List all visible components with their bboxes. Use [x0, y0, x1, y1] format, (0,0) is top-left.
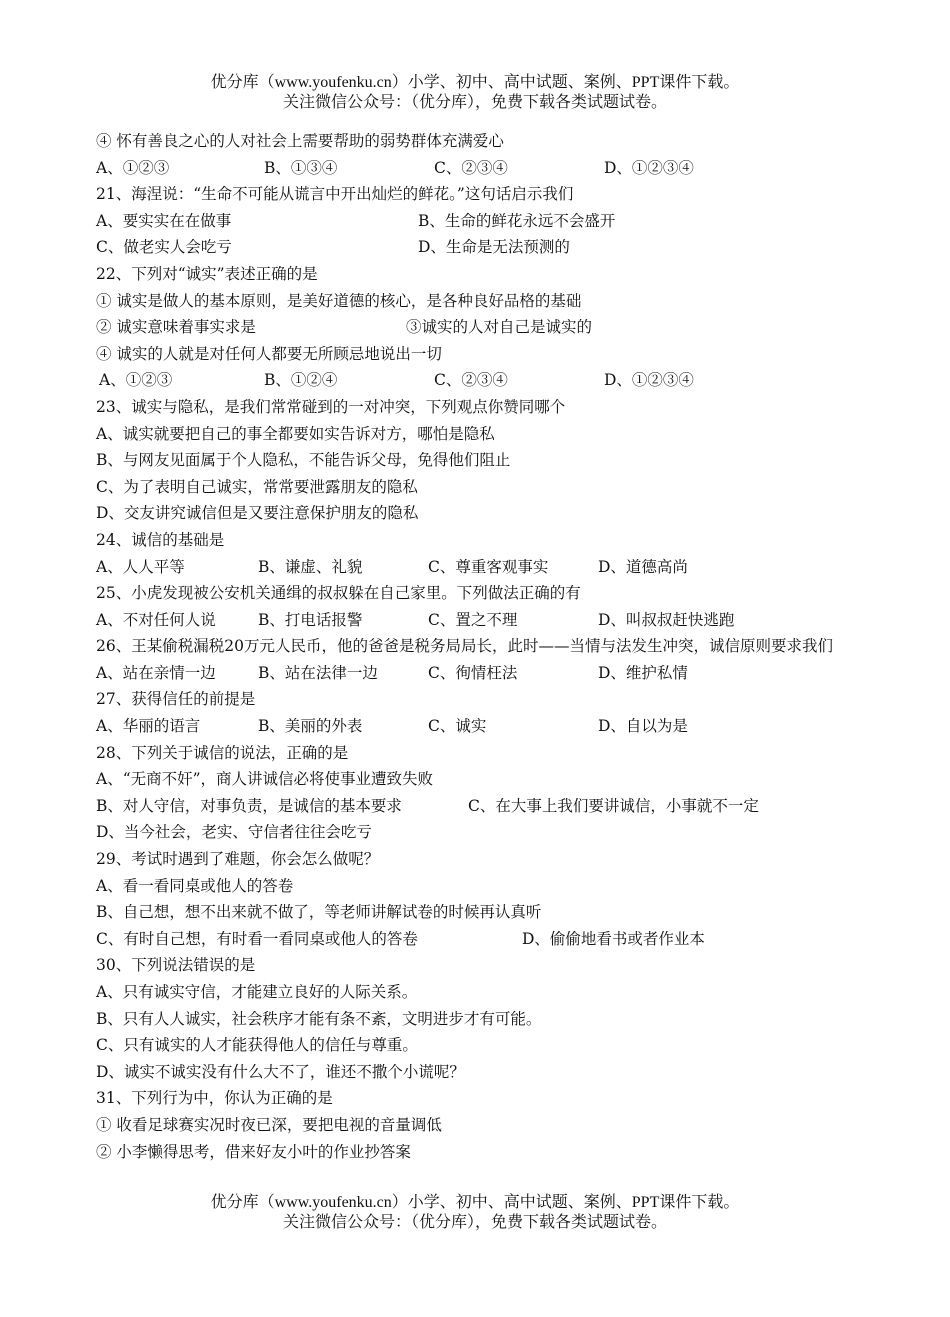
- q24-stem: 24、诚信的基础是: [96, 530, 225, 549]
- page-header: [0, 73, 950, 113]
- q24-option-c: C、尊重客观事实: [428, 557, 549, 576]
- q25-options: [96, 607, 856, 634]
- q30-stem: 30、下列说法错误的是: [96, 956, 256, 975]
- q21-options-row-1: [96, 208, 856, 235]
- page-footer: [0, 1193, 950, 1233]
- q24-option-a: A、人人平等: [96, 557, 185, 576]
- q28-option-a: A、“无商不奸”，商人讲诚信必将使事业遭致失败: [96, 770, 434, 789]
- q28-option-c: C、在大事上我们要讲诚信，小事就不一定: [468, 796, 759, 815]
- q25-option-d: D、叫叔叔赶快逃跑: [598, 610, 735, 629]
- q31-statement-1: ① 收看足球赛实况时夜已深，要把电视的音量调低: [96, 1115, 442, 1134]
- q25-stem: 25、小虎发现被公安机关通缉的叔叔躲在自己家里。下列做法正确的有: [96, 584, 581, 603]
- q26-options: [96, 660, 856, 687]
- exam-content: [96, 128, 856, 1165]
- q21-option-c: C、做老实人会吃亏: [96, 238, 232, 257]
- q27-options: [96, 713, 856, 740]
- q22-option-a: A、①②③: [99, 371, 173, 390]
- q22-statement-4: ④ 诚实的人就是对任何人都要无所顾忌地说出一切: [96, 344, 442, 363]
- q20-option-d: D、①②③④: [604, 158, 694, 177]
- q29-options-c-d: [96, 926, 856, 953]
- q29-option-d: D、偷偷地看书或者作业本: [522, 929, 705, 948]
- q21-options-row-2: [96, 234, 856, 261]
- q30-option-d: D、诚实不诚实没有什么大不了，谁还不撒个小谎呢？: [96, 1062, 465, 1081]
- header-line-2: 关注微信公众号：（优分库），免费下载各类试题试卷。: [282, 94, 667, 111]
- q26-option-b: B、站在法律一边: [258, 663, 378, 682]
- q27-stem: 27、获得信任的前提是: [96, 690, 256, 709]
- q30-option-b: B、只有人人诚实，社会秩序才能有条不紊，文明进步才有可能。: [96, 1009, 542, 1028]
- q22-option-b: B、①②④: [264, 371, 338, 390]
- footer-line-2: 关注微信公众号：（优分库），免费下载各类试题试卷。: [282, 1214, 667, 1231]
- q26-option-d: D、维护私情: [598, 663, 688, 682]
- q21-option-a: A、要实实在在做事: [96, 211, 232, 230]
- q22-statements-2-3: [96, 314, 856, 341]
- q26-option-c: C、徇情枉法: [428, 663, 518, 682]
- q24-option-b: B、谦虚、礼貌: [258, 557, 363, 576]
- q26-stem: 26、王某偷税漏税20万元人民币，他的爸爸是税务局局长，此时——当情与法发生冲突，诚信原则要求我们: [96, 637, 833, 656]
- q23-option-b: B、与网友见面属于个人隐私，不能告诉父母，免得他们阻止: [96, 451, 511, 470]
- q23-option-c: C、为了表明自己诚实，常常要泄露朋友的隐私: [96, 477, 418, 496]
- q22-statement-3: ③诚实的人对自己是诚实的: [406, 318, 593, 337]
- q29-option-b: B、自己想，想不出来就不做了，等老师讲解试卷的时候再认真听: [96, 903, 542, 922]
- q22-statement-2: ② 诚实意味着事实求是: [96, 318, 256, 337]
- q22-option-c: C、②③④: [434, 371, 508, 390]
- q20-options: [96, 155, 856, 182]
- q25-option-b: B、打电话报警: [258, 610, 363, 629]
- q20-option-a: A、①②③: [96, 158, 170, 177]
- q21-option-d: D、生命是无法预测的: [418, 238, 570, 257]
- q20-statement-4: ④ 怀有善良之心的人对社会上需要帮助的弱势群体充满爱心: [96, 132, 504, 150]
- q27-option-c: C、诚实: [428, 717, 487, 736]
- q21-stem: 21、海涅说：“生命不可能从谎言中开出灿烂的鲜花。”这句话启示我们: [96, 185, 574, 204]
- q31-stem: 31、下列行为中，你认为正确的是: [96, 1089, 333, 1108]
- q29-option-a: A、看一看同桌或他人的答卷: [96, 876, 294, 895]
- q23-option-d: D、交友讲究诚信但是又要注意保护朋友的隐私: [96, 504, 419, 523]
- q20-option-b: B、①③④: [264, 158, 338, 177]
- q25-option-a: A、不对任何人说: [96, 610, 216, 629]
- q22-option-d: D、①②③④: [604, 371, 694, 390]
- q29-stem: 29、考试时遇到了难题，你会怎么做呢？: [96, 850, 380, 869]
- q27-option-a: A、华丽的语言: [96, 717, 201, 736]
- q21-option-b: B、生命的鲜花永远不会盛开: [418, 211, 616, 230]
- q24-options: [96, 554, 856, 581]
- q22-stem: 22、下列对“诚实”表述正确的是: [96, 264, 318, 283]
- q27-option-d: D、自以为是: [598, 717, 688, 736]
- q30-option-a: A、只有诚实守信，才能建立良好的人际关系。: [96, 983, 418, 1001]
- q20-option-c: C、②③④: [434, 158, 508, 177]
- q22-options: [96, 367, 856, 394]
- q31-statement-2: ② 小李懒得思考，借来好友小叶的作业抄答案: [96, 1142, 411, 1161]
- q23-stem: 23、诚实与隐私，是我们常常碰到的一对冲突，下列观点你赞同哪个: [96, 397, 566, 416]
- q28-stem: 28、下列关于诚信的说法，正确的是: [96, 743, 349, 762]
- header-line-1: 优分库（www.youfenku.cn）小学、初中、高中试题、案例、PPT课件下载。: [210, 74, 740, 91]
- q30-option-c: C、只有诚实的人才能获得他人的信任与尊重。: [96, 1036, 418, 1055]
- q26-option-a: A、站在亲情一边: [96, 663, 216, 682]
- footer-line-1: 优分库（www.youfenku.cn）小学、初中、高中试题、案例、PPT课件下载。: [210, 1194, 740, 1211]
- q29-option-c: C、有时自己想，有时看一看同桌或他人的答卷: [96, 929, 418, 948]
- q22-statement-1: ① 诚实是做人的基本原则，是美好道德的核心，是各种良好品格的基础: [96, 291, 582, 310]
- q23-option-a: A、诚实就要把自己的事全都要如实告诉对方，哪怕是隐私: [96, 424, 495, 443]
- q25-option-c: C、置之不理: [428, 610, 518, 629]
- q28-option-d: D、当今社会，老实、守信者往往会吃亏: [96, 823, 372, 842]
- q28-option-b: B、对人守信，对事负责，是诚信的基本要求: [96, 796, 402, 815]
- q27-option-b: B、美丽的外表: [258, 717, 363, 736]
- q28-options-b-c: [96, 793, 856, 820]
- q24-option-d: D、道德高尚: [598, 557, 688, 576]
